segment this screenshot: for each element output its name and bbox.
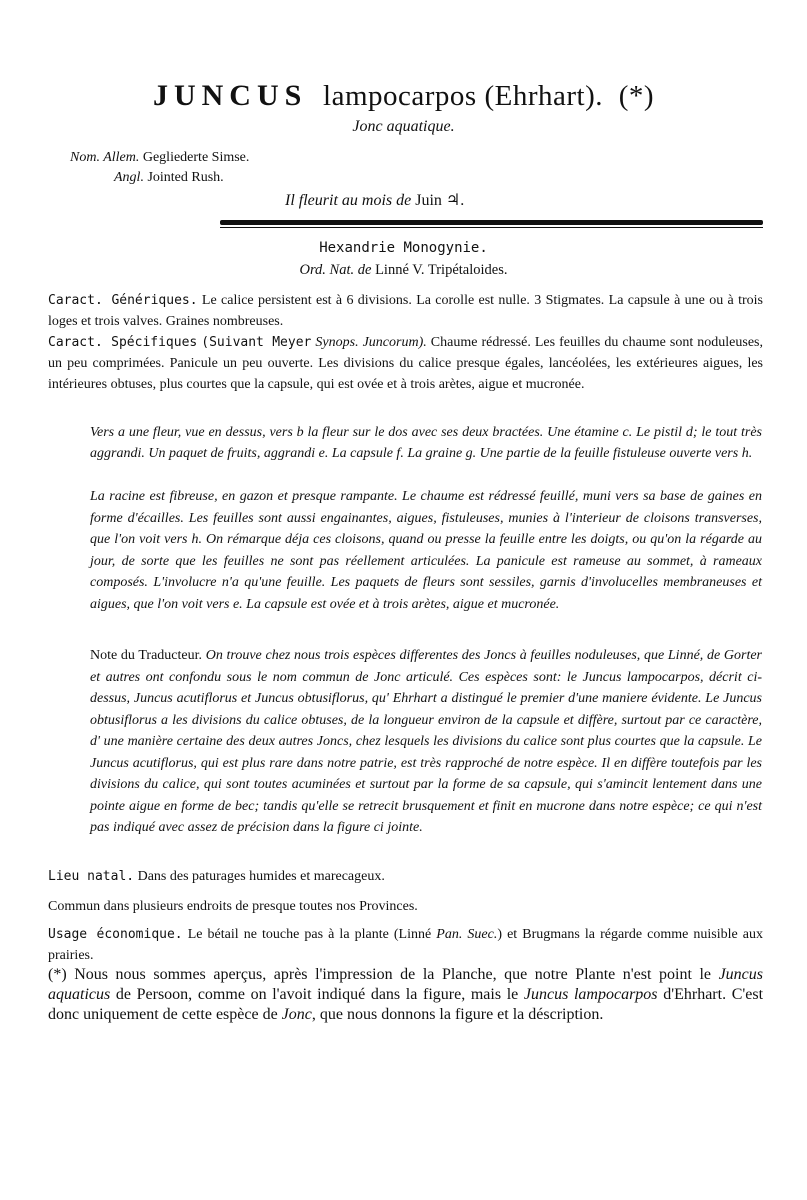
habitat	[48, 866, 763, 887]
name-german-key: Nom. Allem.	[70, 150, 140, 165]
translator-note-text: On trouve chez nous trois espèces differentes des Joncs à feuilles noduleuses, que Linné, de Gorter et autres ont confondu sous le nom commun de Jonc articulé. Ces espèces sont: le Juncus lampocarpos, décrit ci-dessus, Juncus acutiflorus et Juncus obtusiflorus, qu' Ehrhart a distingué le premier d'une maniere évidente. Le Juncus obtusiflorus a les divisions du calice obtuses, de la longueur environ de la capsule et diffère, surtout par ce caractère, d' une manière certaine des deux autres Joncs, chez lesquels les divisions du calice sont plus courtes que la capsule. Le Juncus acutiflorus, qui est plus rare dans notre patrie, est très rapproché de notre espèce. Il en diffère toutefois par les divisions du calice, qui sont toutes acuminées et surtout par la forme de sa capsule, qui s'amincit lentement dans une pointe aigue en forme de bec; tandis qu'elle se retrecit brusquement et finit en mucrone dans notre espèce; ce qui n'est pas indiqué avec assez de précision dans la figure ci jointe.	[90, 648, 763, 835]
rule-thin	[220, 227, 763, 228]
specific-characters	[48, 332, 763, 395]
flowering-month: Juin	[415, 192, 442, 209]
footnote-mark: (*)	[48, 966, 67, 983]
usage-text-b: ) et Brugmans la régarde comme nuisible aux prairies.	[48, 927, 764, 963]
specific-ref-title: Synops. Juncorum).	[315, 335, 427, 350]
title-note-mark: (*)	[618, 80, 655, 112]
plant-description: La racine est fibreuse, en gazon et presque rampante. Le chaume est rédressé feuillé, muni vers sa base de gaines en forme d'écailles. Les feuilles sont aussi engainantes, aigues, fistuleuses, munies à l'interieur de cloisons transverses, que l'on voit vers h. On rémarque déja ces cloisons, quand ou presse la feuille entre les doigts, ou qu'on la régarde au jour, de sorte que les feuilles ne sont pas réellement articulées. La panicule est rameuse au sommet, à rameaux composés. L'involucre n'a qu'une feuille. Les paquets de fleurs sont sessiles, garnis d'involucelles membraneuses et aigues, que l'on voit vers e. La capsule est ovée et à trois arètes, aigue et mucronée.	[90, 489, 762, 612]
distribution: Commun dans plusieurs endroits de presque toutes nos Provinces.	[48, 899, 418, 914]
rule-thick	[220, 220, 763, 225]
translator-note	[90, 645, 762, 839]
figure-explanation: Vers a une fleur, vue en dessus, vers b la fleur sur le dos avec ses deux bractées. Une étamine c. Le pistil d; le tout très aggrandi. Un paquet de fruits, aggrandi e. La capsule f. La graine g. Une partie de la feuille fistuleuse ouverte vers h.	[90, 425, 762, 461]
flowering-time	[285, 190, 464, 210]
natural-order-prefix: Ord. Nat. de	[299, 262, 372, 278]
generic-label: Caract. Génériques.	[48, 293, 198, 308]
vernacular-names	[70, 148, 249, 188]
common-name: Jonc aquatique.	[352, 118, 455, 135]
footnote	[48, 965, 763, 1025]
natural-order	[0, 262, 807, 279]
footnote-e: d'Ehrhart. C'est donc uniquement de cette espèce de	[48, 986, 764, 1023]
perennial-symbol: ♃.	[445, 192, 465, 209]
usage-ref: Pan. Suec.	[436, 927, 498, 942]
habitat-text: Dans des paturages humides et marecageux.	[137, 869, 385, 884]
page-title	[0, 78, 807, 113]
title-species: lampocarpos (Ehrhart).	[323, 80, 603, 112]
specific-label: Caract. Spécifiques	[48, 335, 198, 350]
linnaean-class: Hexandrie Monogynie.	[319, 240, 488, 256]
economic-use	[48, 924, 763, 966]
title-genus: JUNCUS	[152, 79, 308, 112]
flowering-text: Il fleurit au mois de	[285, 192, 412, 209]
name-german	[70, 148, 249, 168]
natural-order-name: Tripétaloides.	[427, 262, 508, 278]
footnote-a: Nous nous sommes aperçus, après l'impression de la Planche, que notre Plante n'est point le	[74, 966, 712, 983]
title-rule	[220, 220, 763, 228]
name-german-value: Gegliederte Simse.	[142, 150, 250, 165]
generic-characters	[48, 290, 763, 332]
footnote-c: de Persoon, comme on l'avoit indiqué dans la figure, mais le	[115, 986, 519, 1003]
footnote-b: Juncus aquaticus	[48, 966, 764, 1003]
specific-ref-prefix: (Suivant Meyer	[201, 335, 312, 350]
name-english-value: Jointed Rush.	[147, 170, 224, 185]
specific-text: Chaume rédressé. Les feuilles du chaume sont noduleuses, un peu comprimées. Panicule un peu ouverte. Les divisions du calice presque égales, lancéolées, les extérieures aigues, les intérieures obtuses, plus courtes que la capsule, qui est ovée et à trois arètes, aigue et mucronée.	[48, 335, 763, 392]
footnote-d: Juncus lampocarpos	[523, 986, 658, 1003]
usage-text-a: Le bétail ne touche pas à la plante (Linné	[187, 927, 432, 942]
name-english-key: Angl.	[114, 170, 144, 185]
natural-order-author: Linné V.	[375, 262, 425, 278]
habitat-label: Lieu natal.	[48, 869, 135, 884]
generic-text: Le calice persistent est à 6 divisions. La corolle est nulle. 3 Stigmates. La capsule à une ou à trois loges et trois valves. Graines nombreuses.	[48, 293, 763, 329]
footnote-g: , que nous donnons la figure et la déscription.	[311, 1006, 604, 1023]
usage-label: Usage économique.	[48, 927, 183, 942]
translator-note-label: Note du Traducteur.	[90, 648, 203, 663]
name-english	[70, 168, 249, 188]
footnote-f: Jonc	[281, 1006, 312, 1023]
